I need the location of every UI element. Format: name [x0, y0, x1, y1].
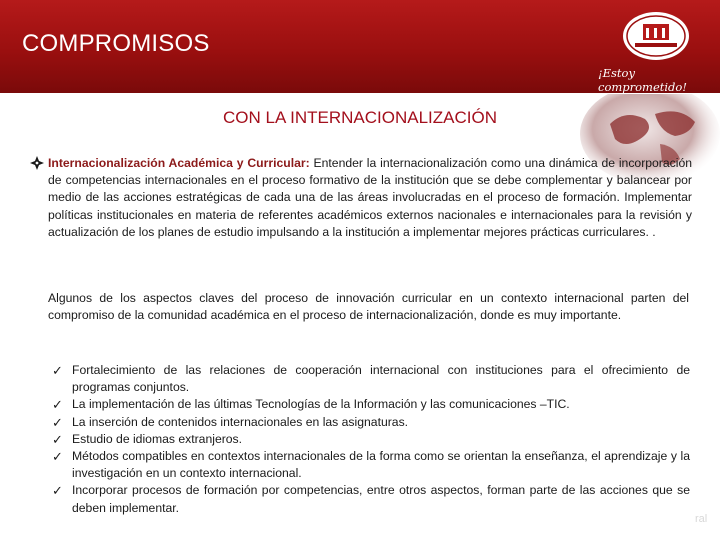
list-item: ✓ Fortalecimiento de las relaciones de cooperación internacional con instituciones para el ofrecimiento de programas conjuntos.: [52, 363, 690, 395]
header-banner: [0, 0, 720, 93]
checkmark-icon: ✓: [52, 431, 63, 447]
lead-paragraph: [48, 155, 692, 241]
intro-paragraph: Algunos de los aspectos claves del proceso de innovación curricular en un contexto internacional parten del compromiso de la comunidad académica en el proceso de internacionalización, donde es muy importante.: [48, 291, 689, 323]
list-item: ✓ Estudio de idiomas extranjeros.: [52, 431, 243, 447]
section-subtitle: CON LA INTERNACIONALIZACIÓN: [223, 108, 497, 127]
checkmark-icon: ✓: [52, 483, 63, 499]
list-item: ✓ Métodos compatibles en contextos internacionales de la forma como se orientan la enseñanza, el aprendizaje y la investigación en un contexto internacional.: [52, 449, 690, 481]
checkmark-icon: ✓: [52, 414, 63, 430]
checkmark-icon: ✓: [52, 363, 63, 378]
lead-body: Entender la internacionalización como una dinámica de incorporación de competencias internacionales en el proceso formativo de la institución que se debe complementar y balancear por medio de las acciones estratégicas de cada una de las áreas involucradas en el proceso de formación. Implementar políticas institucionales en materia de referentes académicos externos nacionales e internacionales para la revisión y actualización de los planes de estudio impulsando a la institución a implementar mejores prácticas curriculares. .: [48, 156, 693, 239]
diamond-bullet-icon: [30, 156, 44, 170]
list-item: ✓ La inserción de contenidos internacionales en las asignaturas.: [52, 414, 409, 430]
list-item: ✓ La implementación de las últimas Tecnologías de la Información y las comunicaciones –TIC.: [52, 397, 570, 413]
slogan-text: ¡Estoy comprometido!: [598, 66, 687, 94]
checkmark-icon: ✓: [52, 449, 63, 465]
list-item: ✓ Incorporar procesos de formación por competencias, entre otros aspectos, forman parte de las acciones que se deben implementar.: [52, 483, 690, 515]
lead-heading: Internacionalización Académica y Curricular:: [48, 156, 310, 170]
watermark-text: ral: [695, 513, 708, 525]
university-seal-icon: [621, 10, 691, 62]
internationalization-section: [30, 155, 692, 241]
aspects-list: [52, 362, 690, 517]
checkmark-icon: ✓: [52, 397, 63, 413]
page-title: COMPROMISOS: [22, 30, 210, 57]
